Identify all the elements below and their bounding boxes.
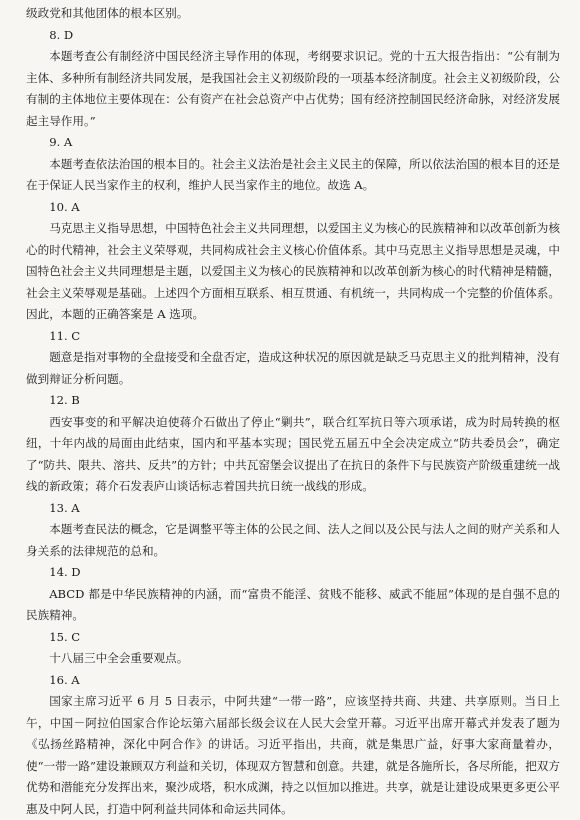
explanation-14: ABCD 都是中华民族精神的内涵，而“富贵不能淫、贫贱不能移、威武不能屈”体现的是自强不息的民族精神。 (26, 586, 560, 622)
explanation-16: 国家主席习近平 6 月 5 日表示，中阿共建“一带一路”，应该坚持共商、共建、共享原则。当日上午，中国－阿拉伯国家合作论坛第六届部长级会议在人民大会堂开幕。习近平出席开幕式并发表了题为《弘扬丝路精神，深化中阿合作》的讲话。习近平指出，共商，就是集思广益，好事大家商量着办，使“一带一路”建设兼顾双方利益和关切，体现双方智慧和创意。共建，就是各施所长，各尽所能，把双方优势和潜能充分发挥出来，聚沙成塔，积水成渊，持之以恒加以推进。共享，就是让建设成果更多更公平惠及中阿人民，打造中阿利益共同体和命运共同体。 (26, 694, 560, 816)
explanation-11: 题意是指对事物的全盘接受和全盘否定，造成这种状况的原因就是缺乏马克思主义的批判精神，没有做到辩证分析问题。 (26, 350, 560, 386)
continuation-text: 级政党和其他团体的根本区别。 (26, 6, 189, 20)
explanation-10: 马克思主义指导思想，中国特色社会主义共同理想，以爱国主义为核心的民族精神和以改革创新为核心的时代精神，社会主义荣辱观，共同构成社会主义核心价值体系。其中马克思主义指导思想是灵魂，中国特色社会主义共同理想是主题，以爱国主义为核心的民族精神和以改革创新为核心的时代精神是精髓，社会主义荣辱观是基础。上述四个方面相互联系、相互贯通、有机统一，共同构成一个完整的价值体系。因此，本题的正确答案是 A 选项。 (26, 221, 560, 321)
explanation-12: 西安事变的和平解决迫使蒋介石做出了停止“剿共”，联合红军抗日等六项承诺，成为时局转换的枢纽，十年内战的局面由此结束，国内和平基本实现；国民党五届五中全会决定成立“防共委员会”，确定了“防共、限共、溶共、反共”的方针；中共瓦窑堡会议提出了在抗日的条件下与民族资产阶级重建统一战线的新政策；蒋介石发表庐山谈话标志着国共抗日统一战线的形成。 (26, 414, 560, 493)
answer-13: 13. A (49, 500, 80, 515)
explanation-15: 十八届三中全会重要观点。 (49, 651, 189, 665)
answer-12: 12. B (49, 393, 80, 407)
answer-8: 8. D (49, 27, 74, 42)
answer-14: 14. D (49, 565, 81, 579)
answer-9: 9. A (49, 135, 73, 149)
answer-15: 15. C (49, 629, 81, 644)
explanation-8: 本题考查公有制经济中国民经济主导作用的体现，考纲要求识记。党的十五大报告指出：“公有制为主体、多种所有制经济共同发展，是我国社会主义初级阶段的一项基本经济制度。社会主义初级阶段，公有制的主体地位主要体现在：公有资产在社会总资产中占优势；国有经济控制国民经济命脉，对经济发展起主导作用。” (26, 49, 560, 128)
answer-10: 10. A (49, 199, 80, 214)
explanation-9: 本题考查依法治国的根本目的。社会主义法治是社会主义民主的保障，所以依法治国的根本目的还是在于保证人民当家作主的权利，维护人民当家作主的地位。故选 A。 (26, 156, 560, 192)
answer-16: 16. A (49, 672, 80, 687)
answer-11: 11. C (49, 328, 81, 343)
explanation-13: 本题考查民法的概念，它是调整平等主体的公民之间、法人之间以及公民与法人之间的财产关系和人身关系的法律规范的总和。 (26, 522, 560, 558)
